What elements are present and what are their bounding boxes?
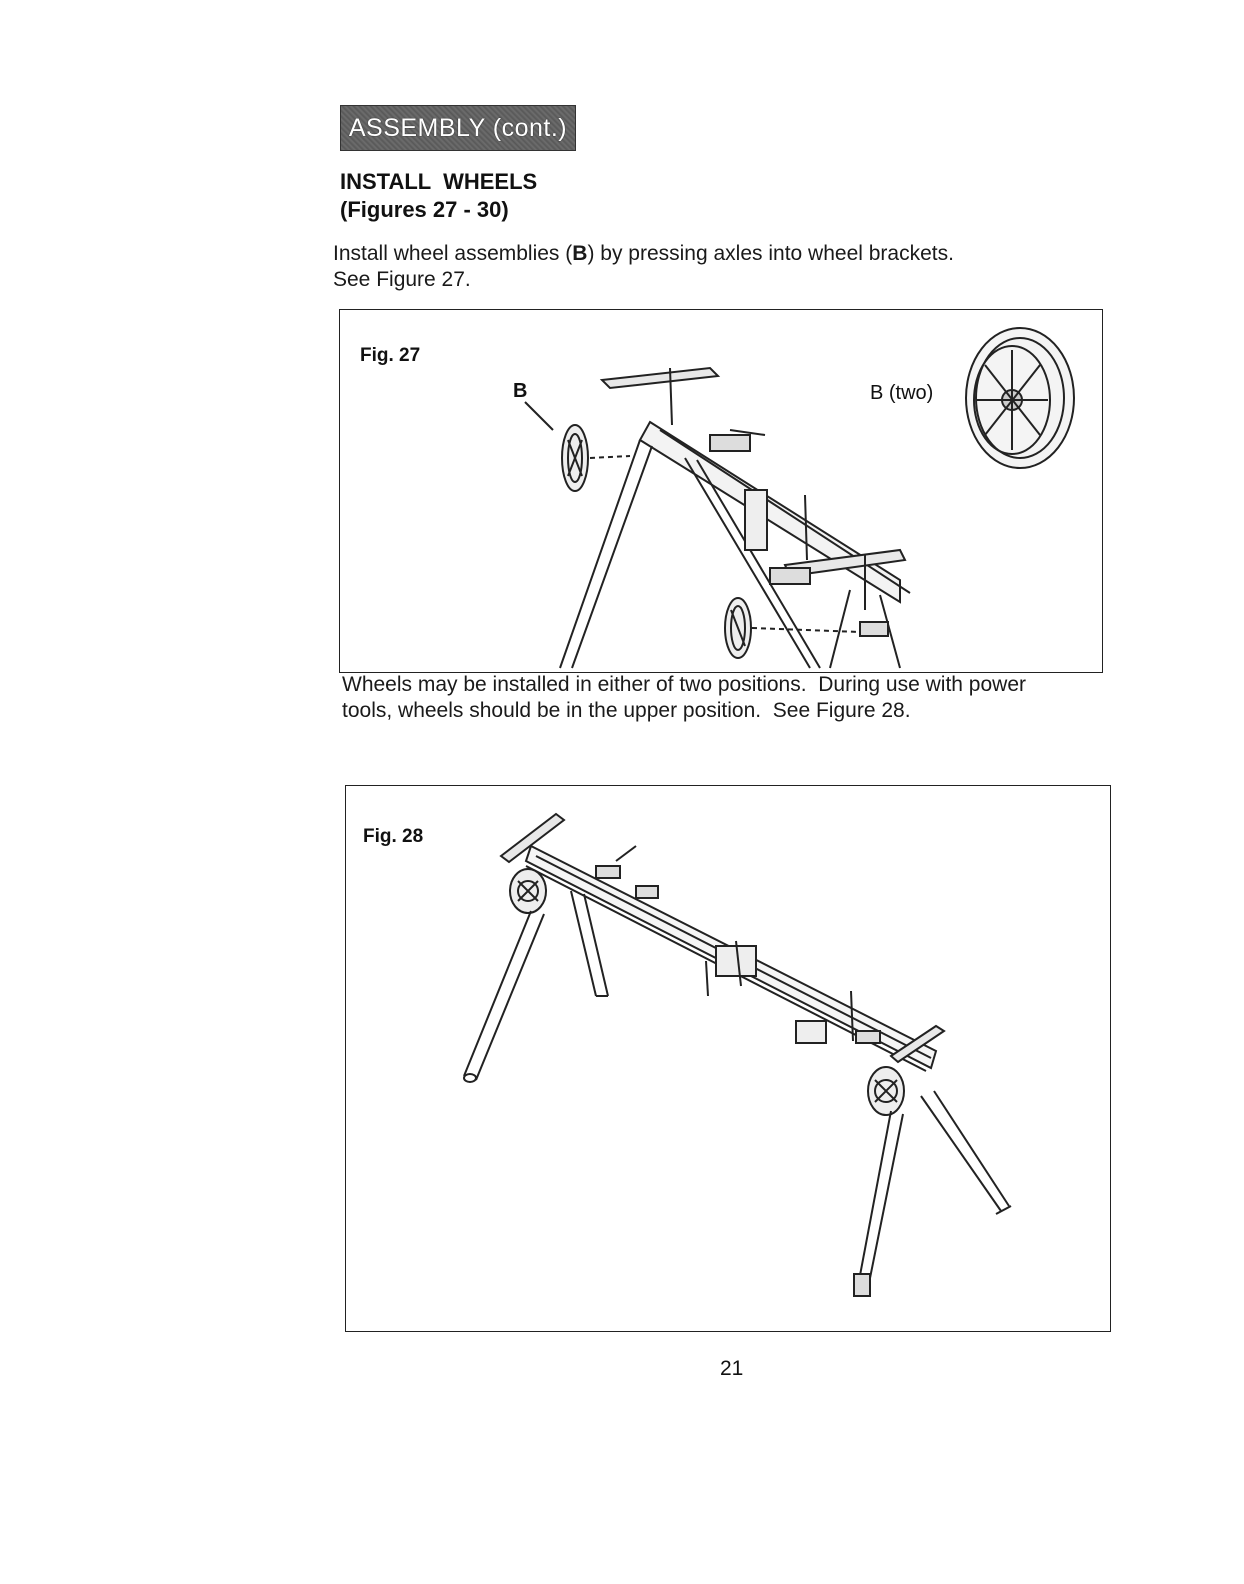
figure-28-box [345, 785, 1111, 1332]
p1-text-before: Install wheel assemblies ( [333, 242, 573, 265]
callout-b-two: B (two) [870, 382, 934, 404]
figure-28-illustration [346, 786, 1110, 1331]
page-number: 21 [720, 1357, 744, 1380]
callout-b: B [513, 380, 528, 402]
p2-line1: Wheels may be installed in either of two positions. During use with power [342, 673, 1026, 696]
wheel-left-icon [562, 425, 588, 491]
wheel-lower-icon [725, 598, 751, 658]
p1-line2: See Figure 27. [333, 268, 471, 291]
heading-title: INSTALL WHEELS [340, 169, 538, 194]
figure-27-label: Fig. 27 [360, 345, 421, 366]
instruction-paragraph-2 [342, 672, 1026, 724]
wheel-large-icon [966, 328, 1074, 468]
section-banner [340, 105, 576, 151]
p1-text-after: ) by pressing axles into wheel brackets. [587, 242, 954, 265]
wheel-rear-icon [510, 869, 546, 913]
figure-27-box [339, 309, 1103, 673]
figure-27-illustration [340, 310, 1102, 672]
heading-figures-ref: (Figures 27 - 30) [340, 197, 509, 222]
instruction-paragraph-1 [333, 241, 954, 293]
section-banner-text: ASSEMBLY (cont.) [348, 113, 568, 142]
p1-bold-b: B [572, 242, 588, 265]
section-heading [340, 168, 537, 224]
p2-line2: tools, wheels should be in the upper position. See Figure 28. [342, 699, 911, 722]
figure-28-label: Fig. 28 [363, 826, 424, 847]
wheel-front-icon [868, 1067, 904, 1115]
